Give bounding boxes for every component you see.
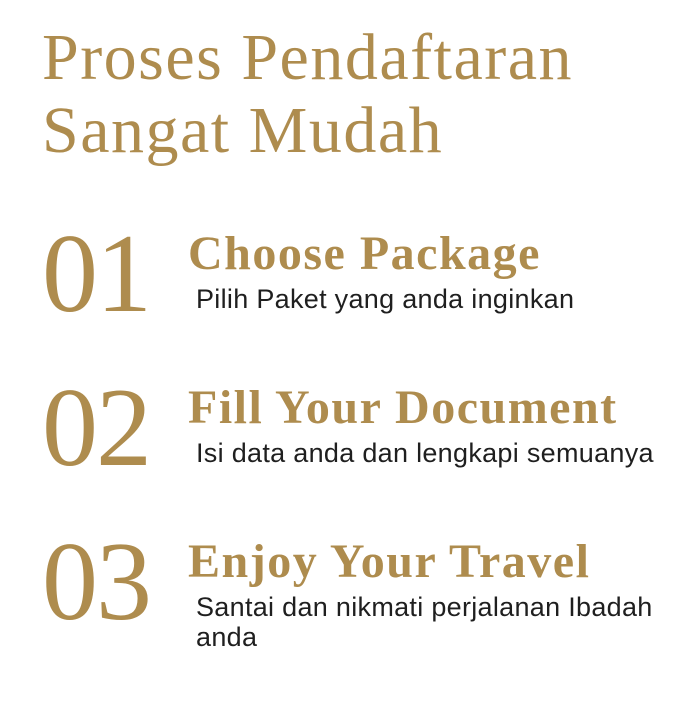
section-title-line-1: Proses Pendaftaran [42,21,574,94]
section-title [42,22,657,167]
step-number: 03 [42,519,150,644]
step-subtitle: Pilih Paket yang anda inginkan [196,284,575,315]
section-title-line-2: Sangat Mudah [42,93,444,167]
step-title: Fill Your Document [188,381,618,435]
step-subtitle: Isi data anda dan lengkapi semuanya [196,438,654,469]
step-number: 01 [42,212,150,337]
step-item-1 [42,212,657,337]
step-item-3 [42,519,657,652]
step-number: 02 [42,366,150,491]
step-title: Enjoy Your Travel [188,534,591,588]
step-title: Choose Package [188,227,541,281]
step-text [188,383,657,469]
step-text [188,229,657,315]
steps-list [42,212,657,652]
step-item-2 [42,366,657,491]
step-subtitle: Santai dan nikmati perjalanan Ibadah anda [196,591,653,652]
step-text [188,534,657,652]
